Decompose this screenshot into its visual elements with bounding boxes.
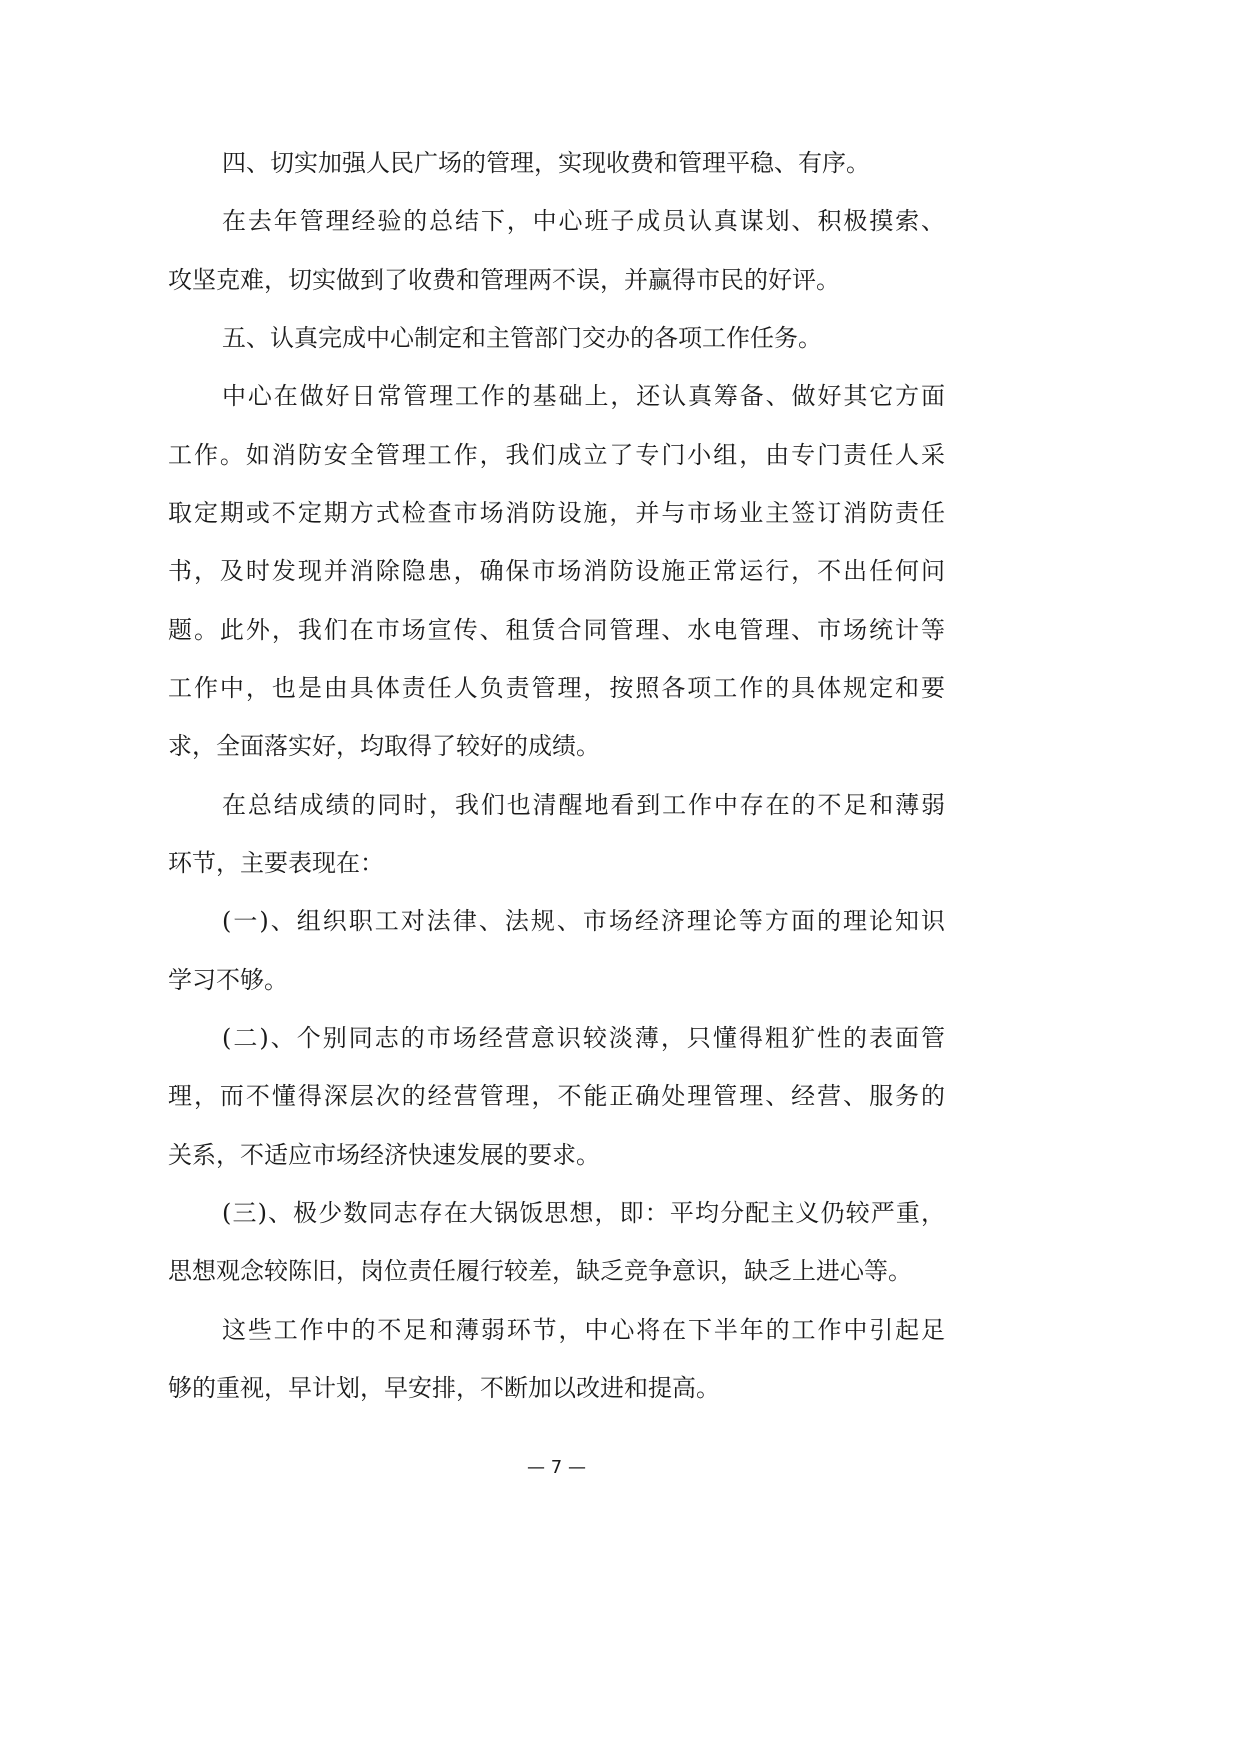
text-line: 够的重视，早计划，早安排，不断加以改进和提高。 xyxy=(168,1373,720,1402)
text-line: 四、切实加强人民广场的管理，实现收费和管理平稳、有序。 xyxy=(222,149,870,177)
list-item-two xyxy=(168,1009,945,1184)
text-line: 思想观念较陈旧，岗位责任履行较差，缺乏竞争意识，缺乏上进心等。 xyxy=(168,1257,912,1286)
paragraph xyxy=(168,367,945,775)
text-line: 这些工作中的不足和薄弱环节，中心将在下半年的工作中引起足 xyxy=(222,1315,945,1344)
text-line: 攻坚克难，切实做到了收费和管理两不误，并赢得市民的好评。 xyxy=(168,265,840,294)
text-line: 取定期或不定期方式检查市场消防设施，并与市场业主签订消防责任 xyxy=(168,498,945,527)
paragraph-section-four-heading xyxy=(168,134,945,192)
text-line: 在总结成绩的同时，我们也清醒地看到工作中存在的不足和薄弱 xyxy=(222,790,945,819)
paragraph xyxy=(168,776,945,893)
text-line: 五、认真完成中心制定和主管部门交办的各项工作任务。 xyxy=(222,323,822,352)
text-line: 中心在做好日常管理工作的基础上，还认真筹备、做好其它方面 xyxy=(222,382,945,411)
paragraph-section-five-heading xyxy=(168,309,945,367)
text-line: 关系，不适应市场经济快速发展的要求。 xyxy=(168,1140,600,1169)
text-line: (三)、极少数同志存在大锅饭思想，即：平均分配主义仍较严重， xyxy=(222,1198,945,1227)
page-number: — 7 — xyxy=(527,1457,586,1478)
text-line: 环节，主要表现在： xyxy=(168,848,384,877)
paragraph-conclusion xyxy=(168,1301,945,1418)
text-line: (二)、个别同志的市场经营意识较淡薄，只懂得粗犷性的表面管 xyxy=(222,1023,945,1052)
body-text xyxy=(168,134,945,1417)
paragraph xyxy=(168,192,945,309)
text-line: 题。此外，我们在市场宣传、租赁合同管理、水电管理、市场统计等 xyxy=(168,615,945,644)
list-item-one xyxy=(168,892,945,1009)
text-line: (一)、组织职工对法律、法规、市场经济理论等方面的理论知识 xyxy=(222,907,945,936)
list-item-three xyxy=(168,1184,945,1301)
text-line: 求，全面落实好，均取得了较好的成绩。 xyxy=(168,732,600,761)
text-line: 书，及时发现并消除隐患，确保市场消防设施正常运行，不出任何问 xyxy=(168,557,945,586)
text-line: 工作中，也是由具体责任人负责管理，按照各项工作的具体规定和要 xyxy=(168,673,945,702)
text-line: 工作。如消防安全管理工作，我们成立了专门小组，由专门责任人采 xyxy=(168,440,945,469)
text-line: 在去年管理经验的总结下，中心班子成员认真谋划、积极摸索、 xyxy=(222,207,945,236)
text-line: 理，而不懂得深层次的经营管理，不能正确处理管理、经营、服务的 xyxy=(168,1082,945,1111)
text-line: 学习不够。 xyxy=(168,965,288,994)
